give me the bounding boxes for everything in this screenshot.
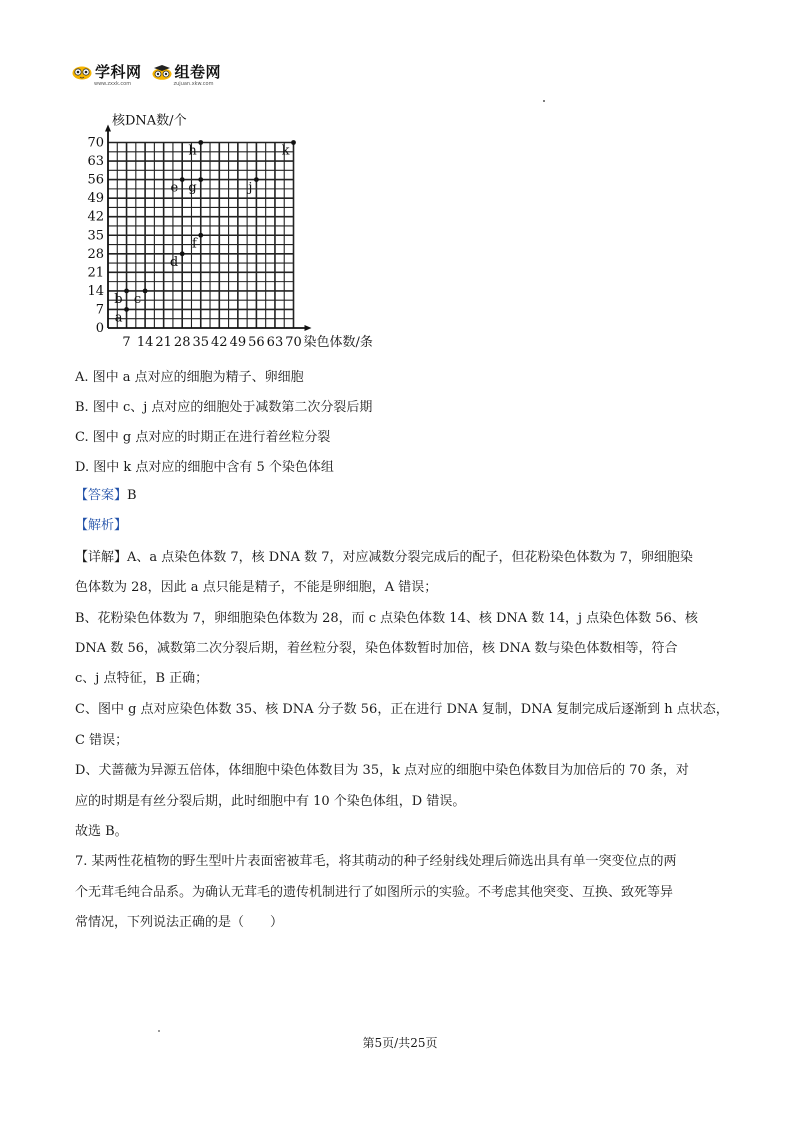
line-text: 【详解】A、a 点染色体数 7，核 DNA 数 7，对应减数分裂完成后的配子，但花粉染色体数为 7，卵细胞染 [75, 550, 693, 565]
x-tick-label: 14 [136, 335, 154, 350]
x-axis-arrow [305, 325, 312, 331]
x-tick-label: 7 [122, 335, 131, 350]
chart-svg [80, 110, 410, 355]
text-line [75, 610, 698, 628]
line-text: 个无茸毛纯合品系。为确认无茸毛的遗传机制进行了如图所示的实验。不考虑其他突变、互换、致死等异 [75, 885, 674, 900]
point-label: k [281, 143, 290, 159]
y-tick-label: 7 [95, 302, 104, 318]
point-label: b [114, 291, 123, 307]
point-label: j [248, 180, 253, 196]
text-line [75, 517, 127, 535]
data-point-b [124, 289, 129, 294]
logo-xuekewang-url: www.zxxk.com [94, 81, 132, 87]
logo-zujuanwang-name: 组卷网 [174, 63, 222, 81]
text-line [75, 640, 677, 658]
data-point-f [198, 233, 203, 238]
line-text: C. 图中 g 点对应的时期正在进行着丝粒分裂 [75, 430, 331, 445]
y-tick-label: 63 [87, 154, 104, 170]
y-axis-arrow [105, 125, 111, 132]
text-line [75, 549, 693, 567]
line-text: DNA 数 56，减数第二次分裂后期，着丝粒分裂，染色体数暂时加倍，核 DNA 数与染色体数相等，符合 [75, 641, 678, 656]
text-line [75, 793, 465, 811]
y-axis-label: 核DNA数/个 [112, 113, 187, 129]
x-tick-label: 28 [173, 335, 191, 350]
data-point-g [198, 177, 203, 182]
x-axis-label: 染色体数/条 [303, 335, 373, 350]
line-text: A. 图中 a 点对应的细胞为精子、卵细胞 [75, 370, 304, 385]
section-tag: 【解析】 [75, 518, 128, 533]
x-tick-label: 42 [211, 335, 228, 350]
y-tick-label: 21 [87, 265, 104, 281]
text-line [75, 762, 689, 780]
text-line [75, 369, 304, 387]
text-line [75, 399, 372, 417]
footer-dot [158, 1030, 160, 1032]
logo-xuekewang [72, 61, 142, 87]
text-line [75, 884, 673, 902]
point-label: c [133, 291, 142, 307]
text-line [75, 670, 208, 688]
x-tick-label: 49 [229, 335, 247, 350]
y-tick-label: 49 [87, 191, 104, 207]
point-label: e [170, 180, 179, 196]
line-text: C 错误； [75, 733, 129, 748]
section-tag: 【答案】 [75, 488, 128, 503]
data-point-e [180, 177, 185, 182]
x-tick-label: 70 [285, 335, 302, 350]
stray-dot [543, 100, 545, 102]
line-text: D、犬蔷薇为异源五倍体，体细胞中染色体数目为 35，k 点对应的细胞中染色体数目为加倍后的 70 条，对 [75, 763, 689, 778]
data-point-j [254, 177, 259, 182]
text-line [75, 701, 729, 719]
text-line [75, 914, 283, 932]
y-tick-label: 42 [87, 209, 104, 225]
line-text: 常情况，下列说法正确的是（ ） [75, 915, 284, 930]
line-text: B. 图中 c、j 点对应的细胞处于减数第二次分裂后期 [75, 400, 373, 415]
y-tick-label: 0 [95, 321, 104, 336]
data-point-d [180, 251, 185, 256]
data-point-k [291, 140, 296, 145]
text-line [75, 429, 330, 447]
line-text: B、花粉染色体数为 7，卵细胞染色体数为 28，而 c 点染色体数 14、核 DNA 数 14，j 点染色体数 56、核 [75, 611, 698, 626]
point-label: g [188, 180, 197, 196]
y-tick-label: 28 [87, 246, 104, 262]
point-label: a [114, 310, 123, 326]
dna-chromosome-chart [80, 110, 410, 355]
text-line [75, 732, 128, 750]
point-label: d [169, 254, 179, 270]
text-line [75, 459, 334, 477]
x-tick-label: 35 [192, 335, 210, 350]
point-label: f [191, 236, 197, 252]
data-point-c [143, 289, 148, 294]
page-footer: 第5页/共25页 [362, 1036, 438, 1050]
y-tick-label: 56 [87, 172, 104, 188]
text-line [75, 823, 128, 841]
text-line [75, 853, 677, 871]
line-text: C、图中 g 点对应染色体数 35、核 DNA 分子数 56，正在进行 DNA 复制，DNA 复制完成后逐渐到 h 点状态， [75, 702, 729, 717]
logo-xuekewang-name: 学科网 [95, 63, 142, 81]
line-text: D. 图中 k 点对应的细胞中含有 5 个染色体组 [75, 460, 334, 475]
point-label: h [188, 143, 197, 159]
owl-icon [72, 64, 92, 80]
data-point-h [198, 140, 203, 145]
y-tick-label: 35 [87, 228, 104, 244]
text-line [75, 487, 137, 505]
line-text: 7. 某两性花植物的野生型叶片表面密被茸毛，将其萌动的种子经射线处理后筛选出具有单一突变位点的两 [75, 854, 677, 869]
line-text: B [127, 488, 137, 503]
x-tick-label: 21 [155, 335, 172, 350]
line-text: 故选 B。 [75, 824, 128, 839]
owl-graduate-icon [152, 64, 172, 80]
text-line [75, 579, 437, 597]
line-text: 应的时期是有丝分裂后期，此时细胞中有 10 个染色体组，D 错误。 [75, 794, 466, 809]
data-point-a [124, 307, 129, 312]
y-tick-label: 70 [87, 135, 104, 151]
x-tick-label: 56 [248, 335, 265, 350]
logo-zujuanwang-url: zujuan.xkw.com [173, 81, 214, 87]
x-tick-label: 63 [266, 335, 284, 350]
header-logos [72, 60, 221, 88]
line-text: c、j 点特征，B 正确； [75, 671, 209, 686]
y-tick-label: 14 [87, 283, 104, 299]
logo-zujuanwang [152, 61, 222, 87]
line-text: 色体数为 28，因此 a 点只能是精子，不能是卵细胞，A 错误； [75, 580, 438, 595]
